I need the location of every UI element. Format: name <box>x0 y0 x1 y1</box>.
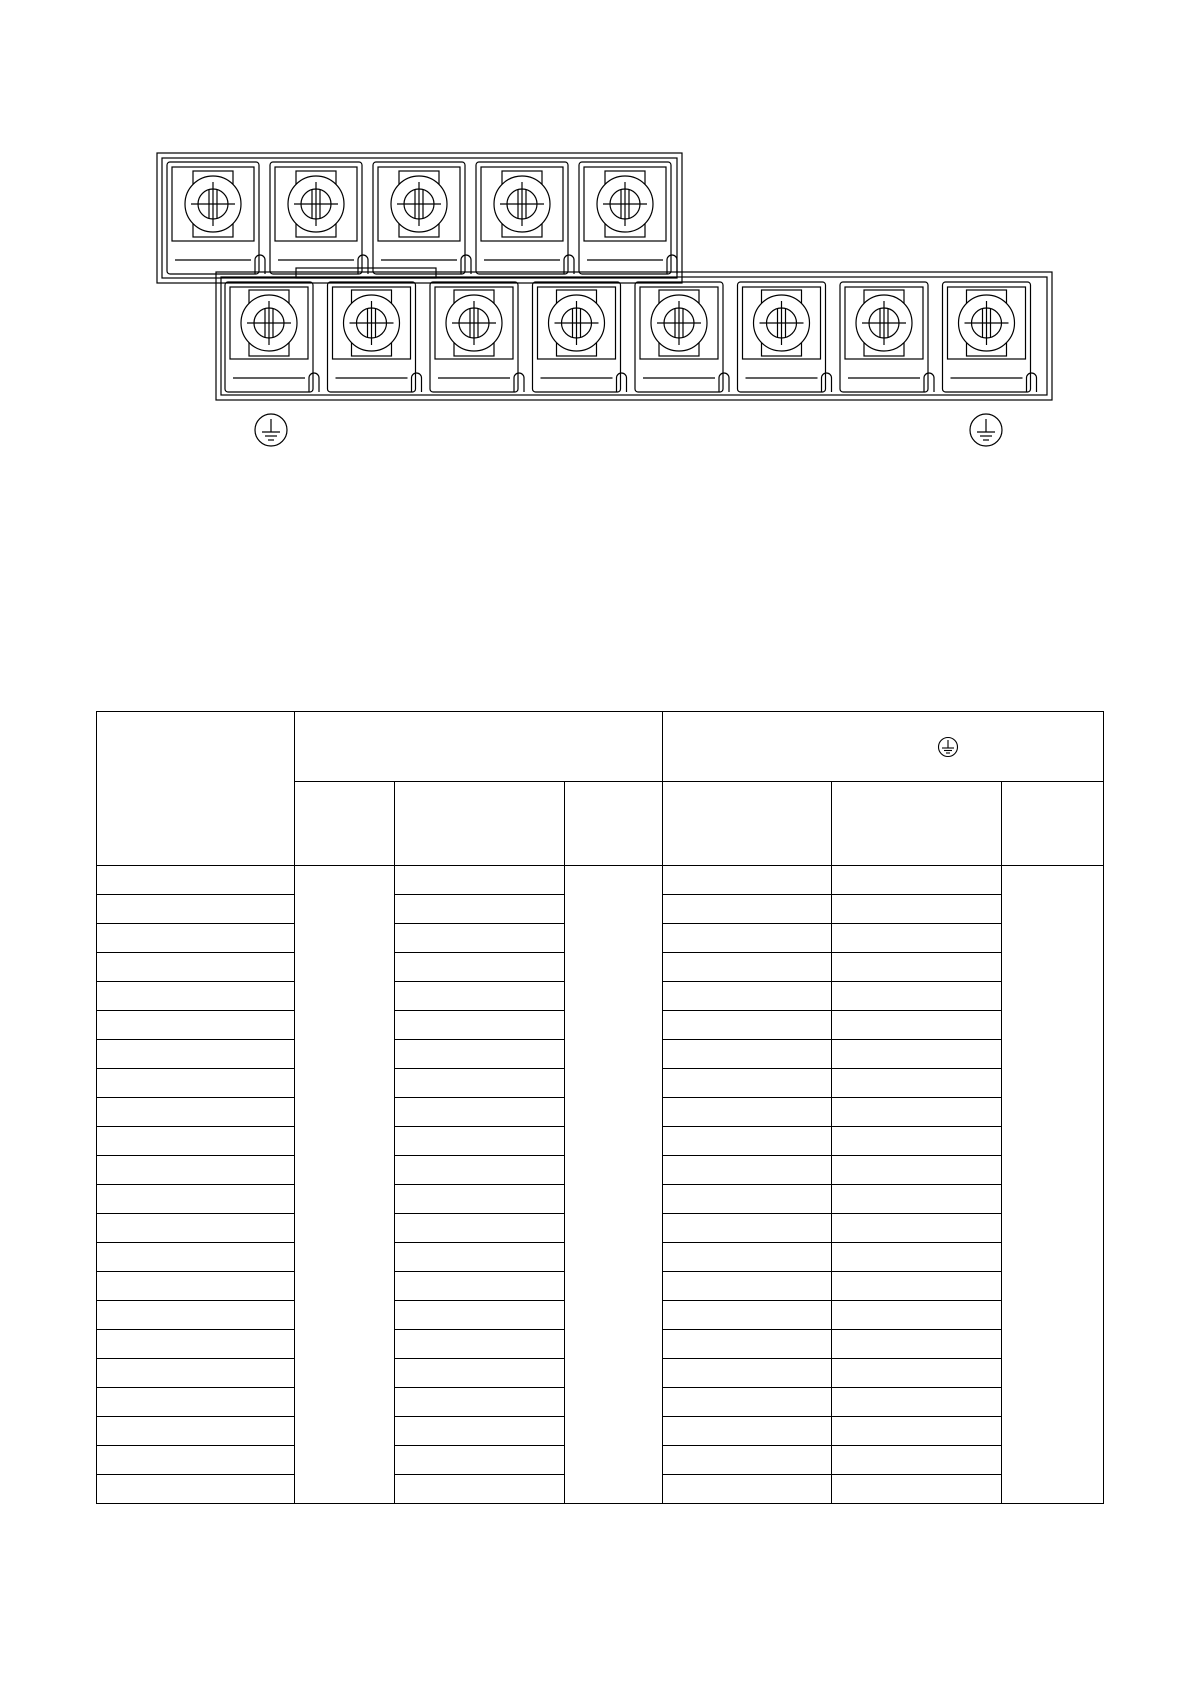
subheader-2 <box>395 782 565 866</box>
header-model <box>97 712 295 866</box>
table-cell <box>663 1475 832 1504</box>
table-cell <box>832 924 1002 953</box>
upper-terminal-3 <box>373 162 471 274</box>
table-cell <box>97 1156 295 1185</box>
lower-terminal-housing <box>216 272 1052 400</box>
table-cell <box>832 1301 1002 1330</box>
table-cell <box>97 1040 295 1069</box>
table-cell <box>97 895 295 924</box>
table-cell <box>97 1359 295 1388</box>
table-cell <box>832 1040 1002 1069</box>
upper-terminal-4 <box>476 162 574 274</box>
table-cell <box>832 1069 1002 1098</box>
table-cell <box>832 1475 1002 1504</box>
table-cell <box>832 1098 1002 1127</box>
table-cell <box>97 1272 295 1301</box>
table-cell <box>832 1156 1002 1185</box>
table-cell <box>663 1272 832 1301</box>
subheader-6 <box>1002 782 1104 866</box>
subheader-3 <box>565 782 663 866</box>
terminal-screw-icon <box>754 290 810 356</box>
wiring-spec-table <box>96 711 1104 1504</box>
header-group-ground <box>663 712 1104 782</box>
table-cell <box>663 1301 832 1330</box>
protective-earth-icon <box>937 736 959 758</box>
upper-terminal-1 <box>167 162 265 274</box>
table-cell <box>97 1098 295 1127</box>
table-cell <box>832 1127 1002 1156</box>
table-cell <box>663 1214 832 1243</box>
terminal-screw-icon <box>288 171 344 237</box>
table-cell <box>97 1417 295 1446</box>
upper-terminal-5 <box>579 162 677 274</box>
table-cell <box>663 1388 832 1417</box>
table-cell <box>663 1127 832 1156</box>
table-cell <box>663 1098 832 1127</box>
ground-symbol-left <box>255 414 287 446</box>
terminal-screw-icon <box>344 290 400 356</box>
table-cell <box>395 1301 565 1330</box>
subheader-4 <box>663 782 832 866</box>
lower-terminal-6 <box>738 282 832 392</box>
lower-terminal-7 <box>840 282 934 392</box>
table-cell <box>97 1475 295 1504</box>
table-cell <box>663 1243 832 1272</box>
terminal-screw-icon <box>597 171 653 237</box>
table-cell <box>97 924 295 953</box>
table-cell <box>663 1359 832 1388</box>
header-group-main-circuit <box>295 712 663 782</box>
table-cell <box>97 1330 295 1359</box>
table-cell <box>663 1417 832 1446</box>
table-cell <box>97 1127 295 1156</box>
table-cell <box>97 982 295 1011</box>
table-cell <box>395 1272 565 1301</box>
table-cell <box>663 1040 832 1069</box>
table-cell <box>663 866 832 895</box>
table-cell <box>663 982 832 1011</box>
table-cell <box>832 1243 1002 1272</box>
table-cell <box>832 1417 1002 1446</box>
table-cell <box>97 1011 295 1040</box>
table-cell <box>97 1069 295 1098</box>
table-cell <box>97 1214 295 1243</box>
table-cell <box>395 1388 565 1417</box>
terminal-block-diagram <box>0 0 1190 470</box>
table-cell <box>832 1011 1002 1040</box>
table-cell <box>832 1388 1002 1417</box>
table-cell <box>395 1011 565 1040</box>
table-cell <box>832 895 1002 924</box>
table-cell <box>395 1417 565 1446</box>
table-cell <box>395 953 565 982</box>
table-cell <box>663 1011 832 1040</box>
table-cell <box>832 953 1002 982</box>
table-cell <box>395 1330 565 1359</box>
table-cell <box>832 982 1002 1011</box>
table-cell <box>97 866 295 895</box>
table-cell <box>395 1127 565 1156</box>
terminal-screw-icon <box>241 290 297 356</box>
table-cell <box>565 866 663 1504</box>
table-cell <box>395 1243 565 1272</box>
table-cell <box>663 924 832 953</box>
table-cell <box>395 1069 565 1098</box>
subheader-1 <box>295 782 395 866</box>
table-cell <box>97 953 295 982</box>
lower-terminal-2 <box>328 282 422 392</box>
table-cell <box>663 953 832 982</box>
lower-terminal-3 <box>430 282 524 392</box>
table-cell <box>395 982 565 1011</box>
terminal-screw-icon <box>446 290 502 356</box>
table-cell <box>97 1243 295 1272</box>
terminal-screw-icon <box>185 171 241 237</box>
table-cell <box>832 1214 1002 1243</box>
table-cell <box>97 1185 295 1214</box>
table-cell <box>1002 866 1104 1504</box>
terminal-screw-icon <box>391 171 447 237</box>
table-cell <box>832 1446 1002 1475</box>
table-cell <box>663 1330 832 1359</box>
subheader-5 <box>832 782 1002 866</box>
terminal-screw-icon <box>549 290 605 356</box>
table-cell <box>97 1388 295 1417</box>
terminal-screw-icon <box>856 290 912 356</box>
table-cell <box>832 1185 1002 1214</box>
table-cell <box>97 1301 295 1330</box>
table-cell <box>663 1446 832 1475</box>
terminal-screw-icon <box>494 171 550 237</box>
upper-terminal-2 <box>270 162 368 274</box>
table-cell <box>395 1040 565 1069</box>
table-cell <box>97 1446 295 1475</box>
table-header-row-1 <box>97 712 1104 782</box>
lower-terminal-5 <box>635 282 729 392</box>
lower-terminal-4 <box>533 282 627 392</box>
lower-terminal-8 <box>943 282 1037 392</box>
table-cell <box>395 1446 565 1475</box>
table-cell <box>663 1069 832 1098</box>
terminal-screw-icon <box>651 290 707 356</box>
lower-terminal-1 <box>225 282 319 392</box>
table-cell <box>395 1098 565 1127</box>
ground-symbol-right <box>970 414 1002 446</box>
table-cell <box>663 895 832 924</box>
table-cell <box>832 866 1002 895</box>
table-row <box>97 866 1104 895</box>
terminal-screw-icon <box>959 290 1015 356</box>
table-cell <box>395 1156 565 1185</box>
table-cell <box>832 1330 1002 1359</box>
table-cell <box>832 1359 1002 1388</box>
table-cell <box>395 895 565 924</box>
table-cell <box>395 1475 565 1504</box>
table-cell <box>663 1156 832 1185</box>
table-cell <box>395 1359 565 1388</box>
table-cell <box>295 866 395 1504</box>
table-cell <box>832 1272 1002 1301</box>
table-cell <box>395 1214 565 1243</box>
table-cell <box>395 1185 565 1214</box>
table-cell <box>395 866 565 895</box>
table-cell <box>395 924 565 953</box>
table-cell <box>663 1185 832 1214</box>
